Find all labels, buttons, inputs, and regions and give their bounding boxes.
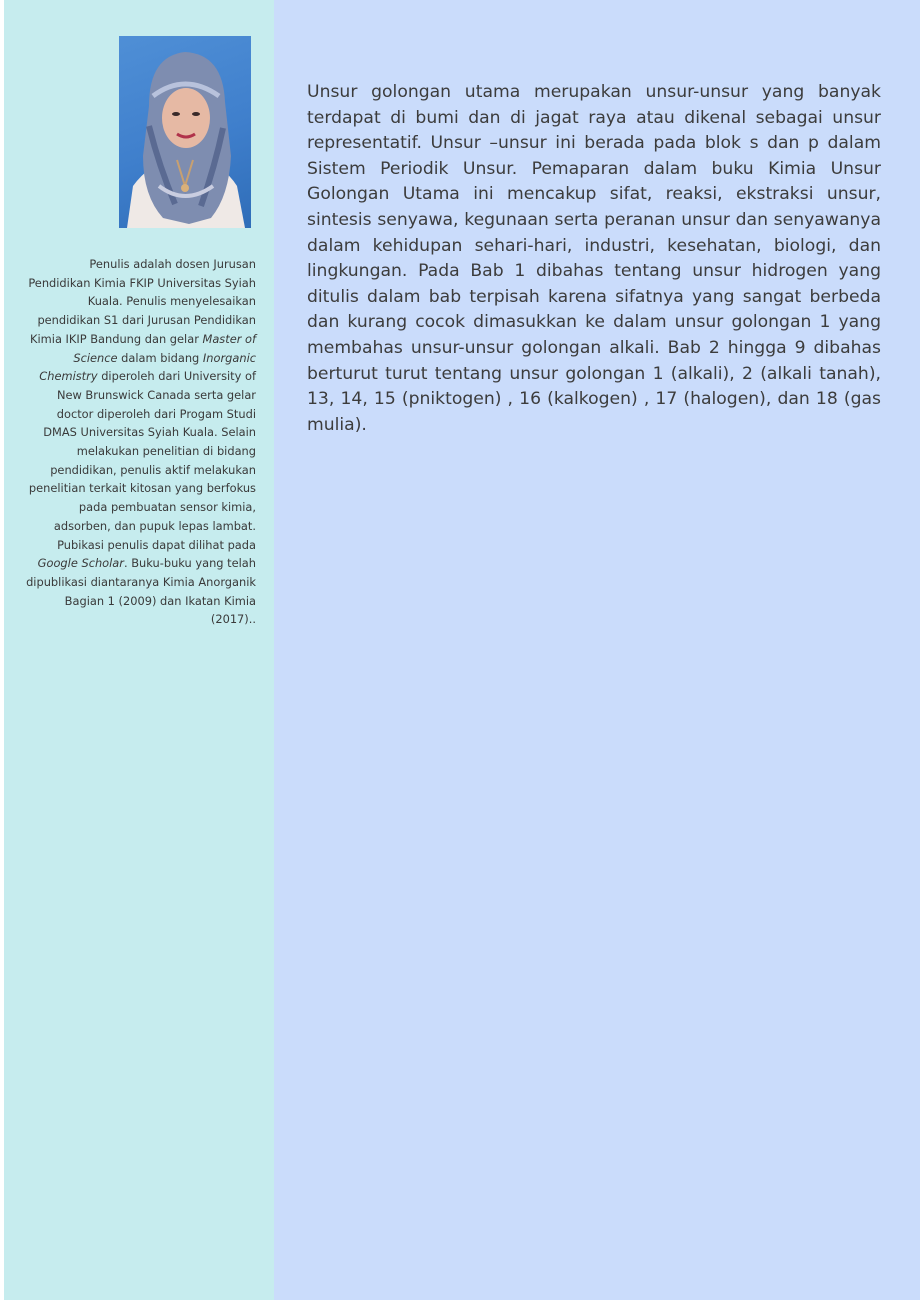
author-bio	[24, 255, 256, 629]
book-description: Unsur golongan utama merupakan unsur-unsur yang banyak terdapat di bumi dan di jagat raya atau dikenal sebagai unsur representatif. Unsur –unsur ini berada pada blok s dan p dalam Sistem Periodik Unsur. Pemaparan dalam buku Kimia Unsur Golongan Utama ini mencakup sifat, reaksi, ekstraksi unsur, sintesis senyawa, kegunaan serta peranan unsur dan senyawanya dalam kehidupan sehari-hari, industri, kesehatan, biologi, dan lingkungan. Pada Bab 1 dibahas tentang unsur hidrogen yang ditulis dalam bab terpisah karena sifatnya yang sangat berbeda dan kurang cocok dimasukkan ke dalam unsur golongan 1 yang membahas unsur-unsur golongan alkali. Bab 2 hingga 9 dibahas berturut turut tentang unsur golongan 1 (alkali), 2 (alkali tanah), 13, 14, 15 (pniktogen) , 16 (kalkogen) , 17 (halogen), dan 18 (gas mulia).	[307, 82, 881, 435]
author-photo	[119, 36, 251, 228]
author-bio-scholar: Google Scholar	[37, 556, 124, 571]
author-portrait-illustration	[119, 36, 251, 228]
author-bio-text: dalam bidang	[117, 350, 203, 365]
author-bio-text: diperoleh dari University of New Brunswick Canada serta gelar doctor diperoleh dari Progam Studi DMAS Universitas Syiah Kuala. Selain melakukan penelitian di bidang pendidikan, penulis aktif melakukan penelitian terkait kitosan yang berfokus pada pembuatan sensor kimia, adsorben, dan pupuk lepas lambat. Pubikasi penulis dapat dilihat pada	[28, 369, 256, 552]
author-bio-degree: Master of Science	[73, 331, 256, 365]
author-sidebar	[4, 0, 274, 1300]
author-bio-field: Inorganic Chemistry	[39, 350, 256, 384]
author-bio-text: . Buku-buku yang telah dipublikasi diantaranya Kimia Anorganik Bagian 1 (2009) dan Ikatan Kimia (2017)..	[26, 556, 256, 627]
author-bio-text: Penulis adalah dosen Jurusan Pendidikan Kimia FKIP Universitas Syiah Kuala. Penulis menyelesaikan pendidikan S1 dari Jurusan Pendidikan Kimia IKIP Bandung dan gelar	[28, 257, 256, 346]
